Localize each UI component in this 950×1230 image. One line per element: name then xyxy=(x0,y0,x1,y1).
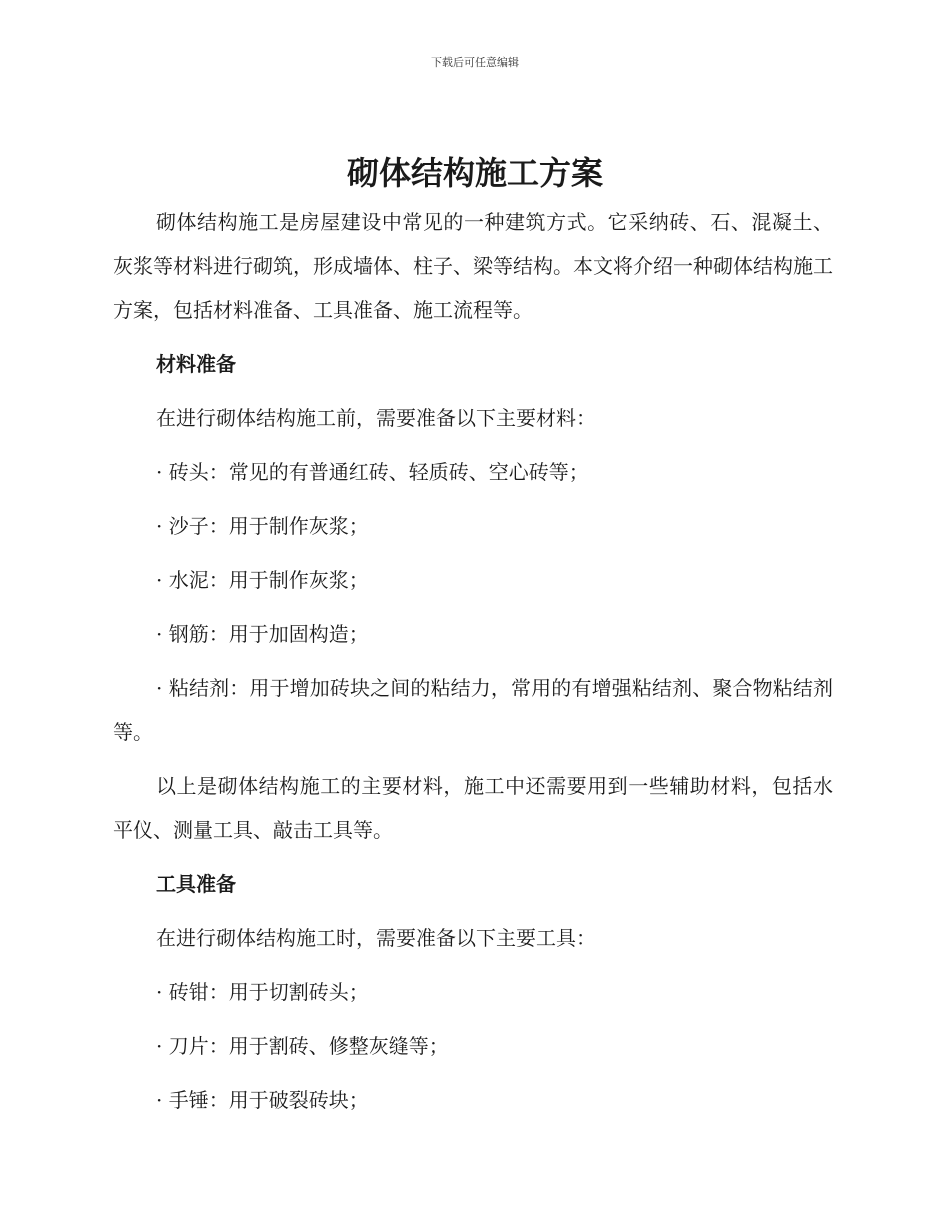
list-item: · 钢筋：用于加固构造； xyxy=(156,622,369,646)
list-item: · 刀片：用于割砖、修整灰缝等； xyxy=(156,1034,449,1058)
materials-lead: 在进行砌体结构施工前，需要准备以下主要材料： xyxy=(156,406,596,430)
document-body xyxy=(113,200,833,1132)
list-item: · 手锤：用于破裂砖块； xyxy=(156,1088,369,1112)
tools-lead: 在进行砌体结构施工时，需要准备以下主要工具： xyxy=(156,926,596,950)
list-item: · 砖头：常见的有普通红砖、轻质砖、空心砖等； xyxy=(156,460,589,484)
section-heading-tools: 工具准备 xyxy=(156,872,236,896)
intro-paragraph: 砌体结构施工是房屋建设中常见的一种建筑方式。它采纳砖、石、混凝土、灰浆等材料进行砌筑，形成墙体、柱子、梁等结构。本文将介绍一种砌体结构施工方案，包括材料准备、工具准备、施工流程等。 xyxy=(113,210,833,322)
materials-summary: 以上是砌体结构施工的主要材料，施工中还需要用到一些辅助材料，包括水平仪、测量工具、敲击工具等。 xyxy=(113,774,833,842)
list-item: · 水泥：用于制作灰浆； xyxy=(156,568,369,592)
list-item: · 粘结剂：用于增加砖块之间的粘结力，常用的有增强粘结剂、聚合物粘结剂等。 xyxy=(113,676,833,744)
section-heading-materials: 材料准备 xyxy=(156,352,236,376)
page-title: 砌体结构施工方案 xyxy=(346,154,603,192)
list-item: · 砖钳：用于切割砖头； xyxy=(156,980,369,1004)
list-item: · 沙子：用于制作灰浆； xyxy=(156,514,369,538)
page-header-note: 下载后可任意编辑 xyxy=(431,56,519,69)
